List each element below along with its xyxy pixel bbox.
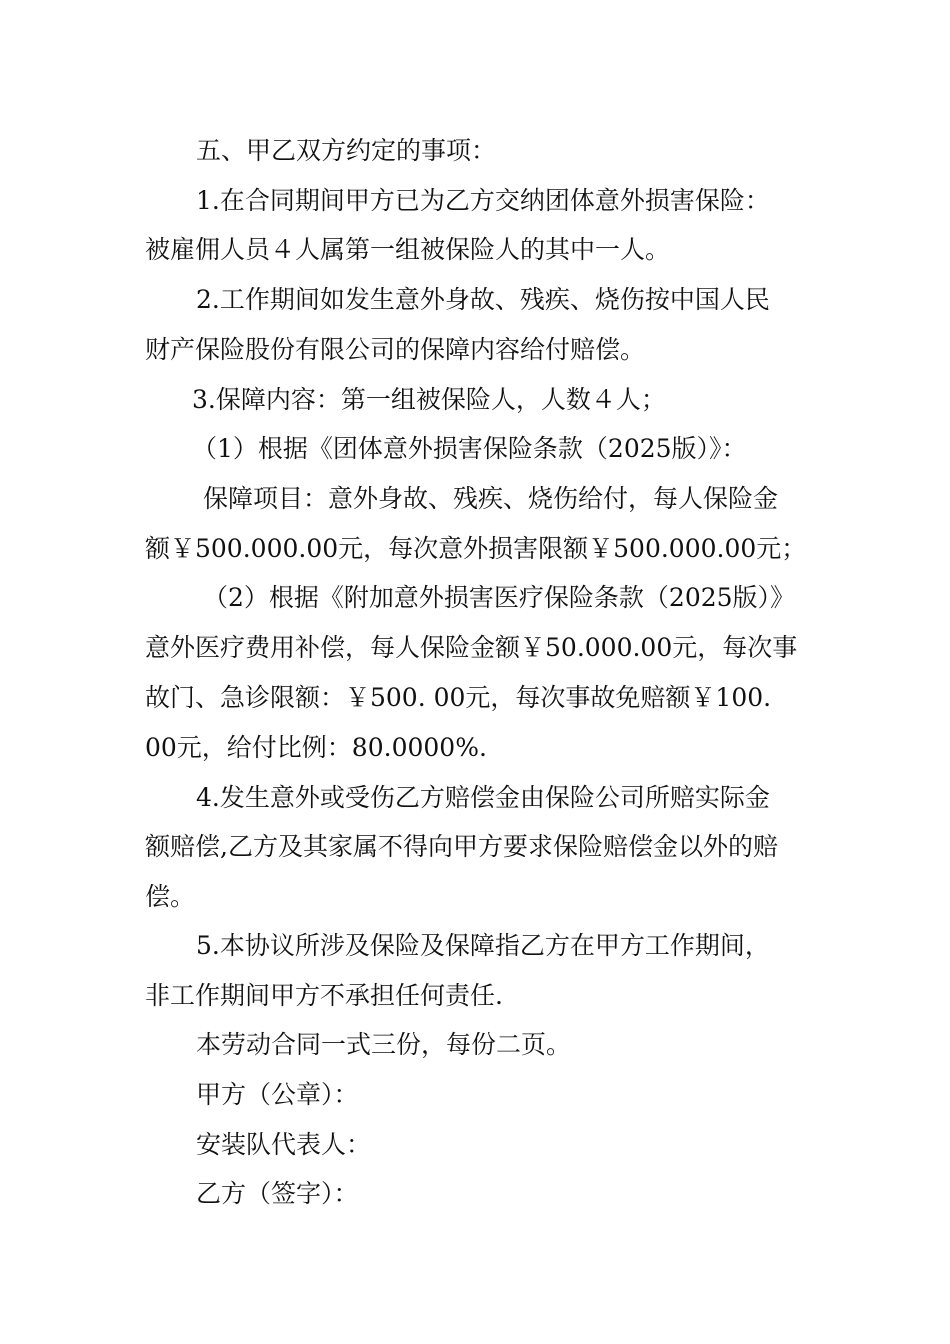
clause-3-item-1-detail-1: 保障项目：意外身故、残疾、烧伤给付，每人保险金: [203, 484, 779, 513]
clause-5-line-2: 非工作期间甲方不承担任何责任.: [145, 981, 503, 1010]
clause-3-item-1: （1）根据《团体意外损害保险条款（2025版）》：: [192, 434, 747, 463]
clause-1-line-1: 1.在合同期间甲方已为乙方交纳团体意外损害保险：: [196, 186, 770, 215]
party-b-signature-label: 乙方（签字）：: [196, 1179, 359, 1208]
clause-4-line-1: 4.发生意外或受伤乙方赔偿金由保险公司所赔实际金: [196, 783, 770, 812]
clause-3-item-1-detail-2: 额￥500.000.00元，每次意外损害限额￥500.000.00元；: [145, 534, 807, 563]
copies-note: 本劳动合同一式三份，每份二页。: [196, 1030, 572, 1059]
clause-1-line-2: 被雇佣人员４人属第一组被保险人的其中一人。: [145, 235, 671, 264]
clause-3-item-2-detail-2: 故门、急诊限额：￥500. 00元，每次事故免赔额￥100.: [145, 683, 772, 712]
clause-4-line-3: 偿。: [145, 882, 196, 911]
clause-2-line-1: 2.工作期间如发生意外身故、残疾、烧伤按中国人民: [196, 285, 770, 314]
clause-3-item-2-detail-1: 意外医疗费用补偿，每人保险金额￥50.000.00元，每次事: [145, 633, 798, 662]
clause-4-line-2: 额赔偿,乙方及其家属不得向甲方要求保险赔偿金以外的赔: [145, 832, 778, 861]
clause-3-item-2: （2）根据《附加意外损害医疗保险条款（2025版）》: [203, 583, 796, 612]
party-a-seal-label: 甲方（公章）：: [196, 1080, 359, 1109]
section-heading: 五、甲乙双方约定的事项：: [196, 136, 497, 165]
clause-5-line-1: 5.本协议所涉及保险及保障指乙方在甲方工作期间，: [196, 931, 770, 960]
clause-3-item-2-detail-3: 00元，给付比例：80.0000%.: [145, 733, 487, 762]
clause-3-line-1: 3.保障内容：第一组被保险人，人数４人；: [192, 385, 666, 414]
clause-2-line-2: 财产保险股份有限公司的保障内容给付赔偿。: [145, 335, 646, 364]
installation-team-representative-label: 安装队代表人：: [196, 1130, 372, 1159]
